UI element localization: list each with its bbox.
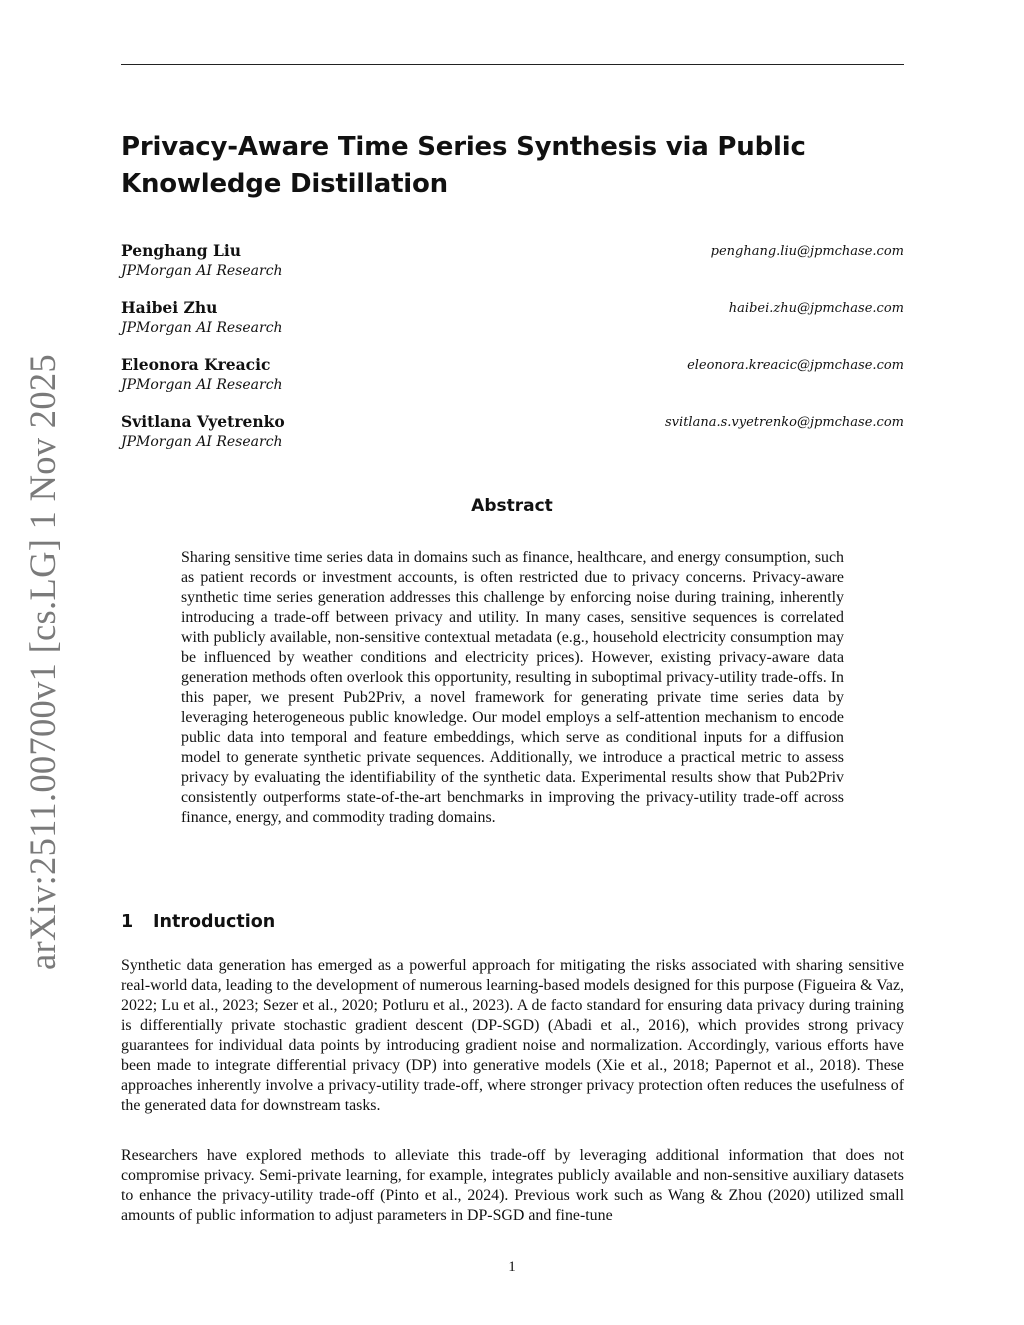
author-email[interactable]: haibei.zhu@jpmchase.com [728, 301, 904, 316]
author-name: Haibei Zhu [121, 298, 218, 317]
section-number: 1 [121, 912, 134, 932]
author-block [121, 241, 904, 298]
author-affiliation: JPMorgan AI Research [121, 320, 283, 336]
intro-paragraph: Synthetic data generation has emerged as a powerful approach for mitigating the risks associated with sharing sensitive real-world data, leading to the development of numerous learning-based models designed for this purpose (Figueira & Vaz, 2022; Lu et al., 2023; Sezer et al., 2020; Potluru et al., 2023). A de facto standard for ensuring data privacy during training is differentially private stochastic gradient descent (DP-SGD) (Abadi et al., 2016), which provides strong privacy guarantees for individual data points by introducing gradient noise and normalization. Accordingly, various efforts have been made to integrate differential privacy (DP) into generative models (Xie et al., 2018; Papernot et al., 2018). These approaches inherently involve a privacy-utility trade-off, where stronger privacy protection often reduces the usefulness of the generated data for downstream tasks. [121, 957, 904, 1114]
author-block [121, 355, 904, 412]
page-number: 1 [508, 1259, 516, 1275]
author-email[interactable]: svitlana.s.vyetrenko@jpmchase.com [665, 415, 904, 430]
abstract-text: Sharing sensitive time series data in domains such as finance, healthcare, and energy consumption, such as patient records or investment accounts, is often restricted due to privacy concerns. Privacy-aware synthetic time series generation addresses this challenge by enforcing noise during training, inherently introducing a trade-off between privacy and utility. In many cases, sensitive sequences is correlated with publicly available, non-sensitive contextual metadata (e.g., household electricity consumption may be influenced by weather conditions and electricity prices). However, existing privacy-aware data generation methods often overlook this opportunity, resulting in suboptimal privacy-utility trade-offs. In this paper, we present Pub2Priv, a novel framework for generating private time series data by leveraging heterogeneous public knowledge. Our model employs a self-attention mechanism to encode public data into temporal and feature embeddings, which serve as conditional inputs for a diffusion model to generate synthetic private sequences. Additionally, we introduce a practical metric to assess privacy by evaluating the identifiability of the synthetic data. Experimental results show that Pub2Priv consistently outperforms state-of-the-art benchmarks in improving the privacy-utility trade-off across finance, energy, and commodity trading domains. [181, 549, 844, 826]
author-affiliation: JPMorgan AI Research [121, 377, 283, 393]
author-name: Penghang Liu [121, 241, 242, 260]
section-title: Introduction [153, 912, 276, 932]
section-heading-introduction [121, 910, 275, 934]
arxiv-identifier-stamp[interactable]: arXiv:2511.00700v1 [cs.LG] 1 Nov 2025 [22, 354, 63, 970]
author-email[interactable]: eleonora.kreacic@jpmchase.com [687, 358, 904, 373]
author-name: Svitlana Vyetrenko [121, 412, 285, 431]
paper-title: Privacy-Aware Time Series Synthesis via Public Knowledge Distillation [121, 132, 806, 199]
abstract-heading: Abstract [471, 496, 553, 516]
author-affiliation: JPMorgan AI Research [121, 434, 283, 450]
author-affiliation: JPMorgan AI Research [121, 263, 283, 279]
top-rule [121, 64, 904, 65]
author-block [121, 412, 904, 469]
author-list [121, 241, 904, 469]
author-name: Eleonora Kreacic [121, 355, 271, 374]
author-email[interactable]: penghang.liu@jpmchase.com [710, 244, 904, 259]
author-block [121, 298, 904, 355]
intro-paragraph: Researchers have explored methods to alleviate this trade-off by leveraging additional information that does not compromise privacy. Semi-private learning, for example, integrates publicly available and non-sensitive auxiliary datasets to enhance the privacy-utility trade-off (Pinto et al., 2024). Previous work such as Wang & Zhou (2020) utilized small amounts of public information to adjust parameters in DP-SGD and fine-tune [121, 1147, 904, 1224]
